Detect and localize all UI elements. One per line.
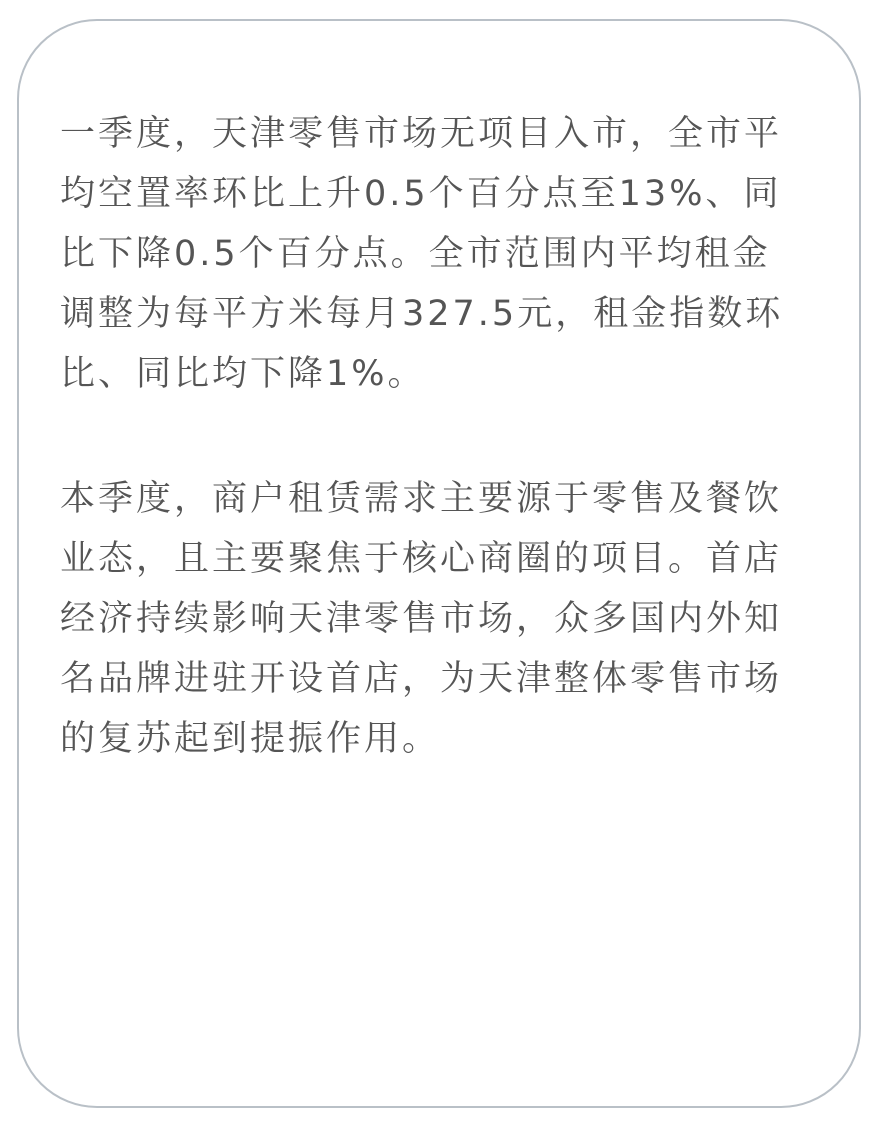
paragraph-demand-summary: [60, 469, 830, 769]
paragraph-line: 的复苏起到提振作用。: [60, 719, 441, 759]
paragraph-line: 本季度，商户租赁需求主要源于零售及餐饮: [60, 479, 783, 519]
paragraph-line: 比下降0.5个百分点。全市范围内平均租金: [60, 234, 771, 274]
paragraph-line: 名品牌进驻开设首店，为天津整体零售市场: [60, 659, 783, 699]
paragraph-line: 比、同比均下降1%。: [60, 354, 426, 394]
paragraph-q1-summary: [60, 104, 830, 404]
paragraph-line: 调整为每平方米每月327.5元，租金指数环: [60, 294, 784, 334]
paragraph-line: 经济持续影响天津零售市场，众多国内外知: [60, 599, 783, 639]
paragraph-line: 业态，且主要聚焦于核心商圈的项目。首店: [60, 539, 783, 579]
paragraph-line: 均空置率环比上升0.5个百分点至13%、同: [60, 174, 782, 214]
text-content: [60, 104, 830, 769]
paragraph-spacer: [60, 404, 830, 469]
paragraph-line: 一季度，天津零售市场无项目入市，全市平: [60, 114, 783, 154]
